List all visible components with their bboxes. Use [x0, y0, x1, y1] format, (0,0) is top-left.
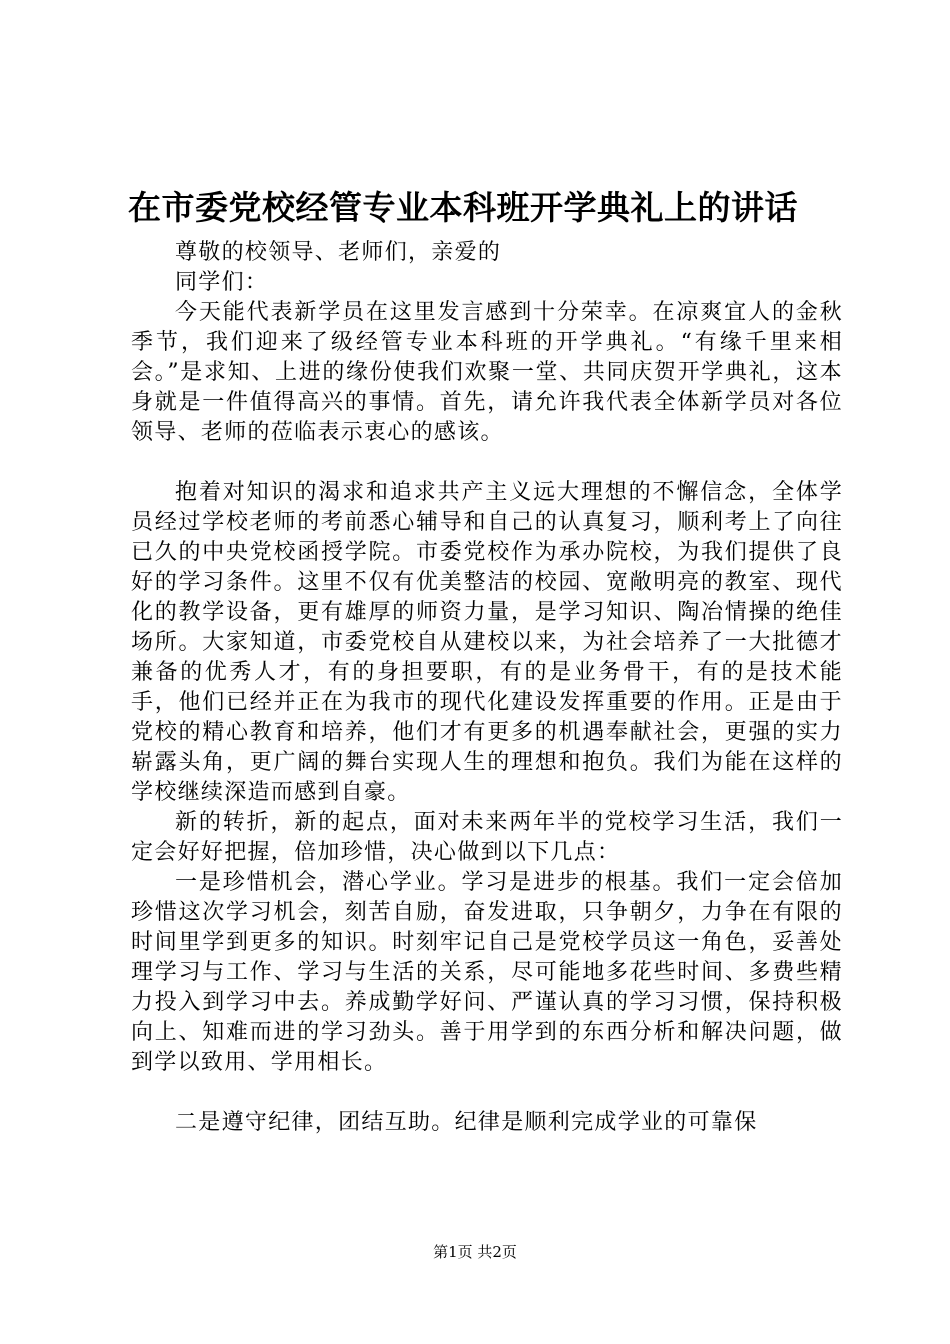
page-indicator: 第1页 共2页: [433, 1243, 517, 1261]
paragraph-3: 新的转折，新的起点，面对未来两年半的党校学习生活，我们一定会好好把握，倍加珍惜，决心做到以下几点：: [131, 810, 843, 865]
paragraph-4: 一是珍惜机会，潜心学业。学习是进步的根基。我们一定会倍加珍惜这次学习机会，刻苦自励，奋发进取，只争朝夕，力争在有限的时间里学到更多的知识。时刻牢记自己是党校学员这一角色，妥善处理学习与工作、学习与生活的关系，尽可能地多花些时间、多费些精力投入到学习中去。养成勤学好问、严谨认真的学习习惯，保持积极向上、知难而进的学习劲头。善于用学到的东西分析和解决问题，做到学以致用、学用相长。: [131, 870, 843, 1075]
document-body: [131, 238, 843, 1138]
salutation-line-2: 同学们：: [175, 270, 269, 295]
salutation-line-1: 尊敬的校领导、老师们，亲爱的: [175, 240, 502, 265]
page-footer: [0, 1242, 950, 1262]
paragraph-5: 二是遵守纪律，团结互助。纪律是顺利完成学业的可靠保: [175, 1110, 758, 1135]
paragraph-1: 今天能代表新学员在这里发言感到十分荣幸。在凉爽宜人的金秋季节，我们迎来了级经管专业本科班的开学典礼。“有缘千里来相会。”是求知、上进的缘份使我们欢聚一堂、共同庆贺开学典礼，这本身就是一件值得高兴的事情。首先，请允许我代表全体新学员对各位领导、老师的莅临表示衷心的感该。: [131, 300, 843, 445]
paragraph-2: 抱着对知识的渴求和追求共产主义远大理想的不懈信念，全体学员经过学校老师的考前悉心辅导和自己的认真复习，顺利考上了向往已久的中央党校函授学院。市委党校作为承办院校，为我们提供了良好的学习条件。这里不仅有优美整洁的校园、宽敞明亮的教室、现代化的教学设备，更有雄厚的师资力量，是学习知识、陶冶情操的绝佳场所。大家知道，市委党校自从建校以来，为社会培养了一大批德才兼备的优秀人才，有的身担要职，有的是业务骨干，有的是技术能手，他们已经并正在为我市的现代化建设发挥重要的作用。正是由于党校的精心教育和培养，他们才有更多的机遇奉献社会，更强的实力崭露头角，更广阔的舞台实现人生的理想和抱负。我们为能在这样的学校继续深造而感到自豪。: [131, 480, 843, 805]
document-title: 在市委党校经管专业本科班开学典礼上的讲话: [128, 188, 798, 227]
